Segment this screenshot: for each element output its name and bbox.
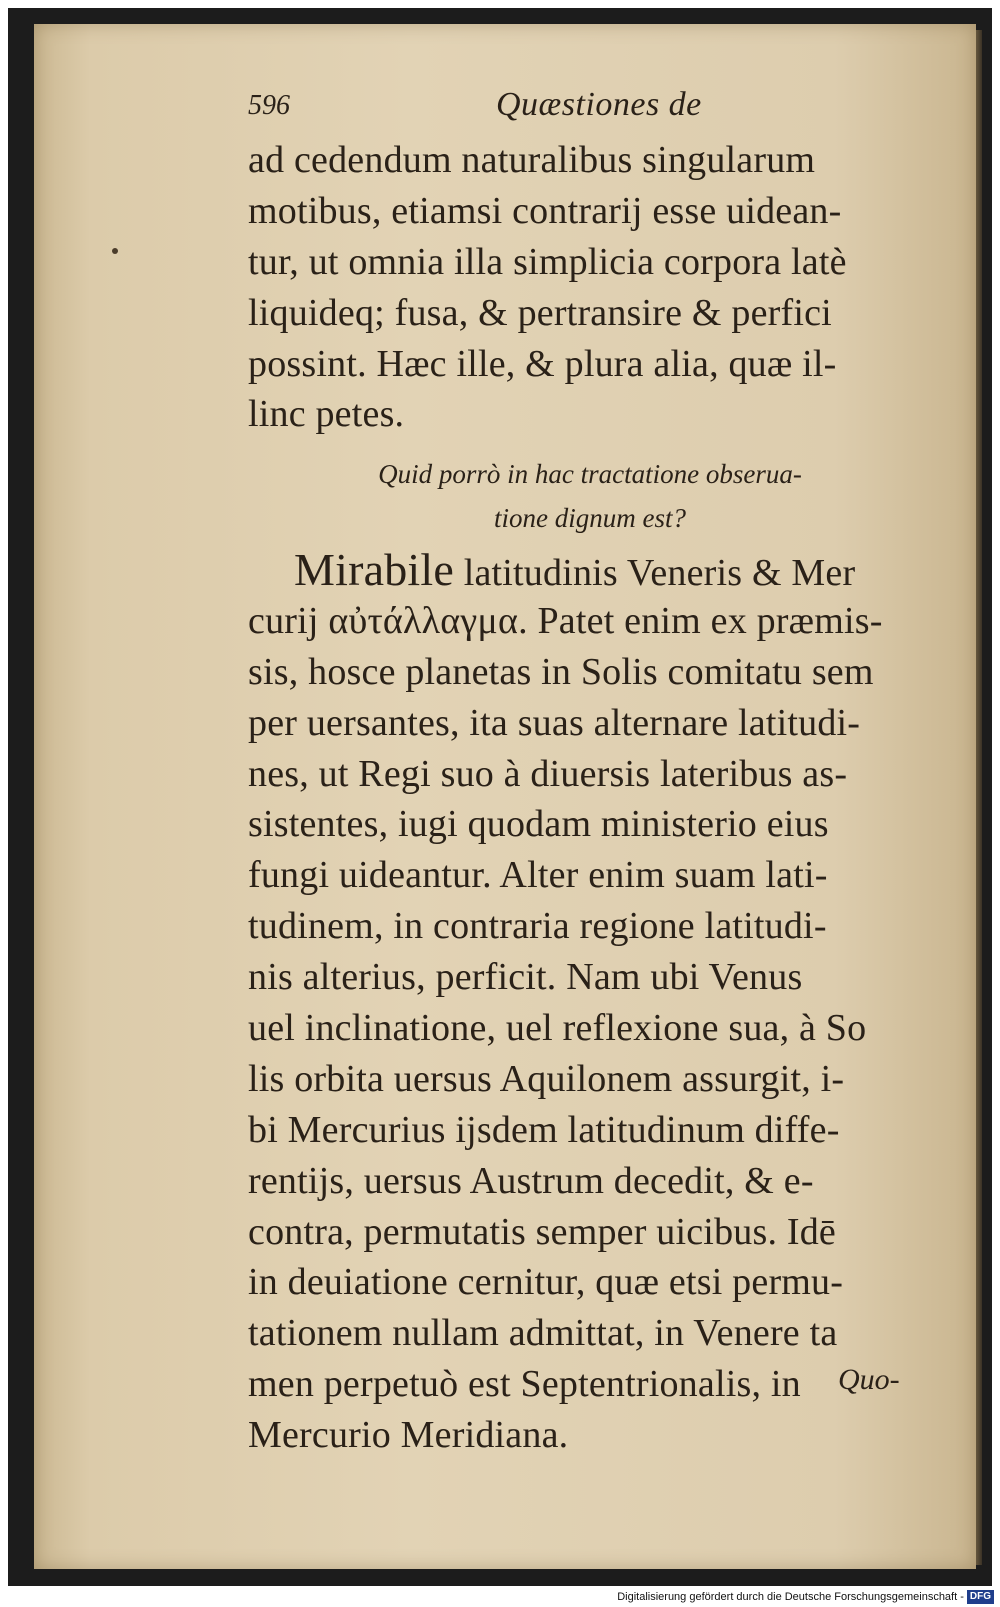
text-line: men perpetuò est Septentrionalis, in: [248, 1363, 801, 1406]
text-line: tationem nullam admittat, in Venere ta: [248, 1312, 838, 1355]
text-line: fungi uideantur. Alter enim suam lati-: [248, 854, 828, 897]
text-line: uel inclinatione, uel reflexione sua, à So: [248, 1007, 867, 1050]
catchword: Quo-: [838, 1363, 900, 1396]
running-head: Quæstiones de: [496, 86, 702, 123]
text-line: tur, ut omnia illa simplicia corpora latè: [248, 240, 847, 283]
text-line: rentijs, uersus Austrum decedit, & e-: [248, 1159, 814, 1202]
first-line-rest: latitudinis Veneris & Mer: [454, 552, 856, 594]
body-paragraph: [248, 545, 928, 1461]
first-text-line: [248, 545, 928, 596]
text-line: tudinem, in contraria regione latitudi-: [248, 905, 827, 948]
opening-word: Mirabile: [294, 544, 454, 595]
text-line: curij αὐτάλλαγμα. Patet enim ex præmis-: [248, 599, 883, 642]
text-line: ad cedendum naturalibus singularum: [248, 139, 816, 181]
text-line: possint. Hæc ille, & plura alia, quæ il-: [248, 342, 837, 385]
text-line: per uersantes, ita suas alternare latitudi-: [248, 701, 861, 744]
text-line: linc petes.: [248, 393, 405, 436]
digitization-footer: [0, 1588, 994, 1607]
text-line: sis, hosce planetas in Solis comitatu sem: [248, 650, 874, 693]
text-line: nis alterius, perficit. Nam ubi Venus: [248, 956, 803, 999]
text-line: sistentes, iugi quodam ministerio eius: [248, 803, 829, 846]
text-line: contra, permutatis semper uicibus. Idē: [248, 1210, 836, 1253]
heading-line: tione dignum est?: [494, 503, 686, 533]
text-line: motibus, etiamsi contrarij esse uidean-: [248, 189, 842, 232]
text-line: in deuiatione cernitur, quæ etsi permu-: [248, 1261, 844, 1304]
heading-line: Quid porrò in hac tractatione obserua-: [378, 459, 802, 489]
section-heading: [300, 452, 880, 540]
dfg-logo-icon: DFG: [967, 1590, 994, 1604]
footer-credit: Digitalisierung gefördert durch die Deutsche Forschungsgemeinschaft -: [617, 1591, 964, 1603]
text-line: liquideq; fusa, & pertransire & perfici: [248, 291, 832, 334]
text-line: lis orbita uersus Aquilonem assurgit, i-: [248, 1057, 845, 1100]
page-header: [248, 86, 928, 136]
page-number: 596: [248, 90, 290, 121]
text-line: bi Mercurius ijsdem latitudinum diffe-: [248, 1108, 840, 1151]
top-paragraph: [248, 135, 928, 440]
text-line: nes, ut Regi suo à diuersis lateribus as-: [248, 752, 848, 795]
text-line: Mercurio Meridiana.: [248, 1414, 569, 1457]
ink-speck: [112, 248, 118, 254]
